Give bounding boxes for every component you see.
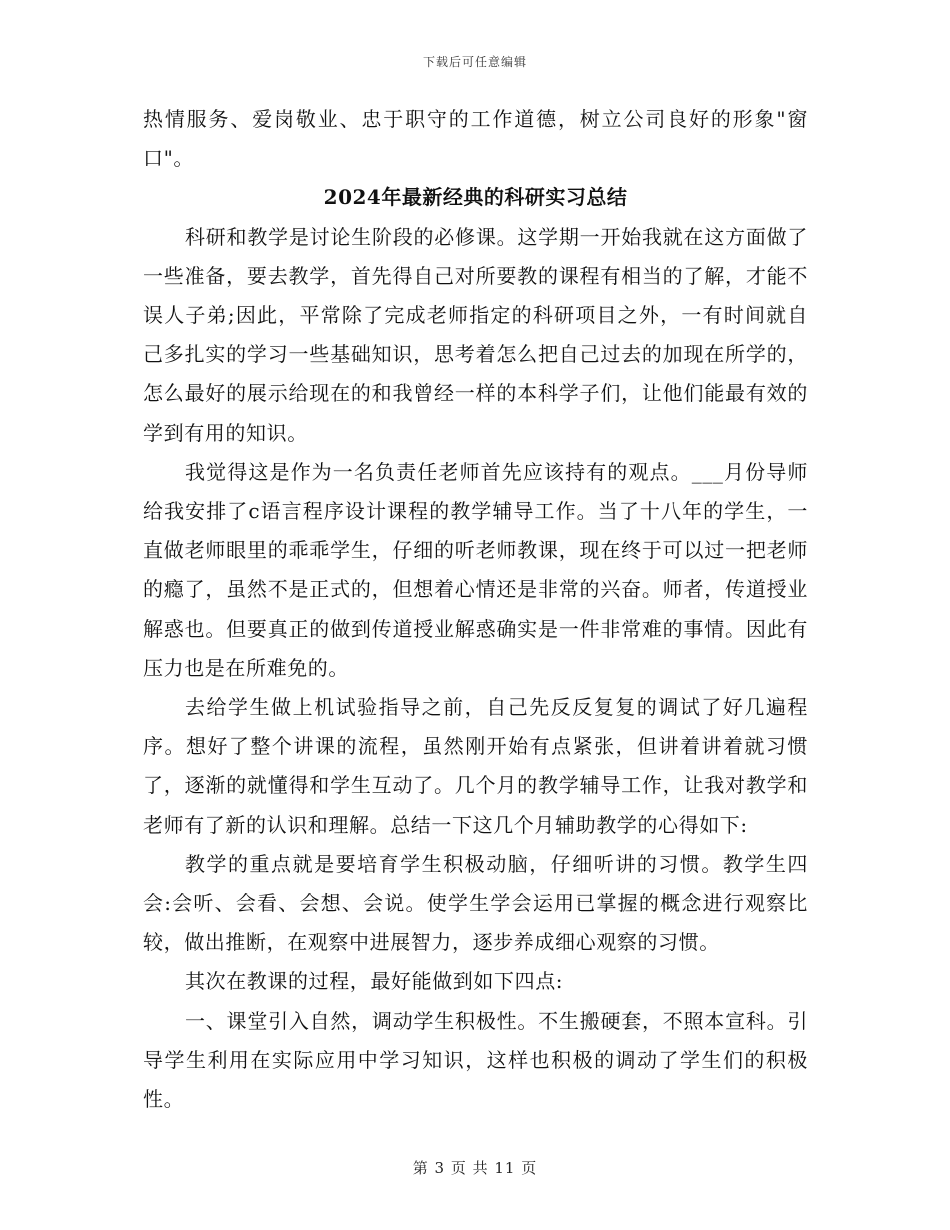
document-body (143, 100, 808, 1119)
paragraph: 我觉得这是作为一名负责任老师首先应该持有的观点。___月份导师给我安排了c语言程序设计课程的教学辅导工作。当了十八年的学生，一直做老师眼里的乖乖学生，仔细的听老师教课，现在终于可以过一把老师的瘾了，虽然不是正式的，但想着心情还是非常的兴奋。师者，传道授业解惑也。但要真正的做到传道授业解惑确实是一件非常难的事情。因此有压力也是在所难免的。 (143, 459, 808, 680)
paragraph: 一、课堂引入自然，调动学生积极性。不生搬硬套，不照本宣科。引导学生利用在实际应用中学习知识，这样也积极的调动了学生们的积极性。 (143, 1008, 808, 1112)
page-header: 下载后可任意编辑 (422, 55, 527, 69)
paragraph: 去给学生做上机试验指导之前，自己先反反复复的调试了好几遍程序。想好了整个讲课的流程，虽然刚开始有点紧张，但讲着讲着就习惯了，逐渐的就懂得和学生互动了。几个月的教学辅导工作，让我对教学和老师有了新的认识和理解。总结一下这几个月辅助教学的心得如下: (143, 695, 808, 837)
paragraph: 其次在教课的过程，最好能做到如下四点: (185, 969, 564, 994)
paragraph: 教学的重点就是要培育学生积极动脑，仔细听讲的习惯。教学生四会:会听、会看、会想、会说。使学生学会运用已掌握的概念进行观察比较，做出推断，在观察中进展智力，逐步养成细心观察的习惯。 (143, 851, 808, 955)
intro-fragment: 热情服务、爱岗敬业、忠于职守的工作道德，树立公司良好的形象"窗口"。 (143, 107, 808, 171)
paragraph: 科研和教学是讨论生阶段的必修课。这学期一开始我就在这方面做了一些准备，要去教学，首先得自己对所要教的课程有相当的了解，才能不误人子弟;因此，平常除了完成老师指定的科研项目之外，一有时间就自己多扎实的学习一些基础知识，思考着怎么把自己过去的加现在所学的，怎么最好的展示给现在的和我曾经一样的本科学子们，让他们能最有效的学到有用的知识。 (143, 224, 808, 445)
document-title: 2024年最新经典的科研实习总结 (323, 185, 628, 210)
page-number: 第 3 页 共 11 页 (412, 1159, 538, 1177)
